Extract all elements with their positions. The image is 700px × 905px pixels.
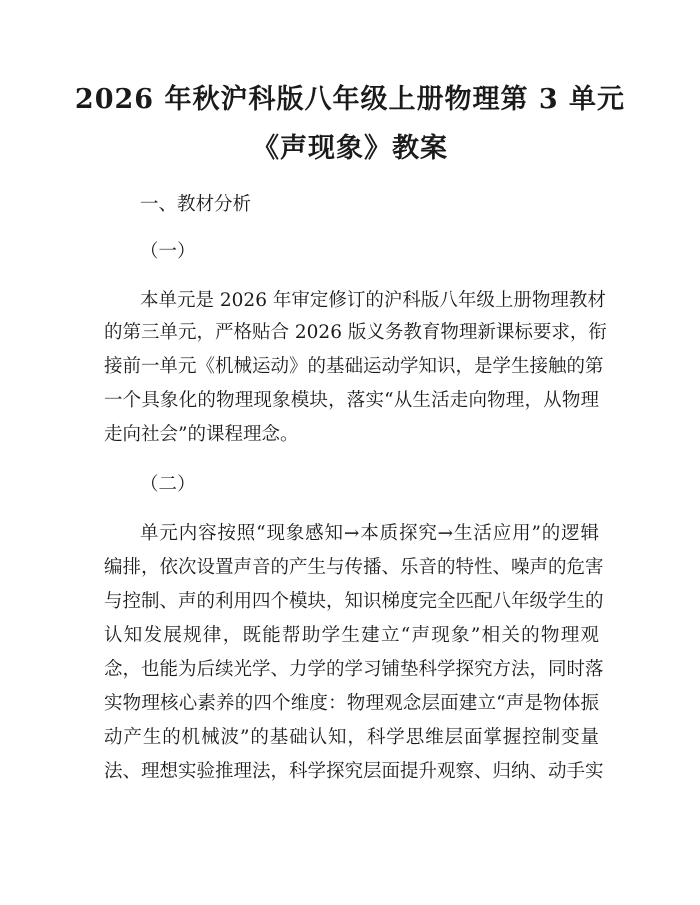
section-heading-textbook-analysis: 一、教材分析 [140, 194, 252, 215]
paragraph-1-line-2: 的第三单元，严格贴合 2026 版义务教育物理新课标要求，衔 [104, 322, 607, 343]
paragraph-1-line-3: 接前一单元《机械运动》的基础运动学知识，是学生接触的第 [104, 356, 604, 377]
subsection-heading-2: （二） [140, 474, 196, 495]
paragraph-2-line-1: 单元内容按照“现象感知→本质探究→生活应用”的逻辑 [140, 523, 599, 544]
document-title-line-1: 2026 年秋沪科版八年级上册物理第 3 单元 [74, 84, 626, 115]
paragraph-2-line-2: 编排，依次设置声音的产生与传播、乐音的特性、噪声的危害 [104, 557, 604, 578]
paragraph-1-line-1: 本单元是 2026 年审定修订的沪科版八年级上册物理教材 [140, 290, 606, 311]
paragraph-2-line-5: 念，也能为后续光学、力学的学习铺垫科学探究方法，同时落 [104, 659, 604, 680]
paragraph-2-line-7: 动产生的机械波”的基础认知，科学思维层面掌握控制变量 [104, 727, 599, 748]
paragraph-2-line-4: 认知发展规律，既能帮助学生建立“声现象”相关的物理观 [104, 625, 599, 646]
paragraph-1-line-4: 一个具象化的物理现象模块，落实“从生活走向物理，从物理 [104, 390, 599, 411]
subsection-heading-1: （一） [140, 241, 196, 262]
paragraph-1-line-5: 走向社会”的课程理念。 [104, 424, 299, 445]
document-title-line-2: 《声现象》教案 [252, 133, 448, 164]
paragraph-2-line-8: 法、理想实验推理法，科学探究层面提升观察、归纳、动手实 [104, 761, 604, 782]
paragraph-2-line-6: 实物理核心素养的四个维度：物理观念层面建立“声是物体振 [104, 693, 599, 714]
paragraph-2-line-3: 与控制、声的利用四个模块，知识梯度完全匹配八年级学生的 [104, 591, 604, 612]
